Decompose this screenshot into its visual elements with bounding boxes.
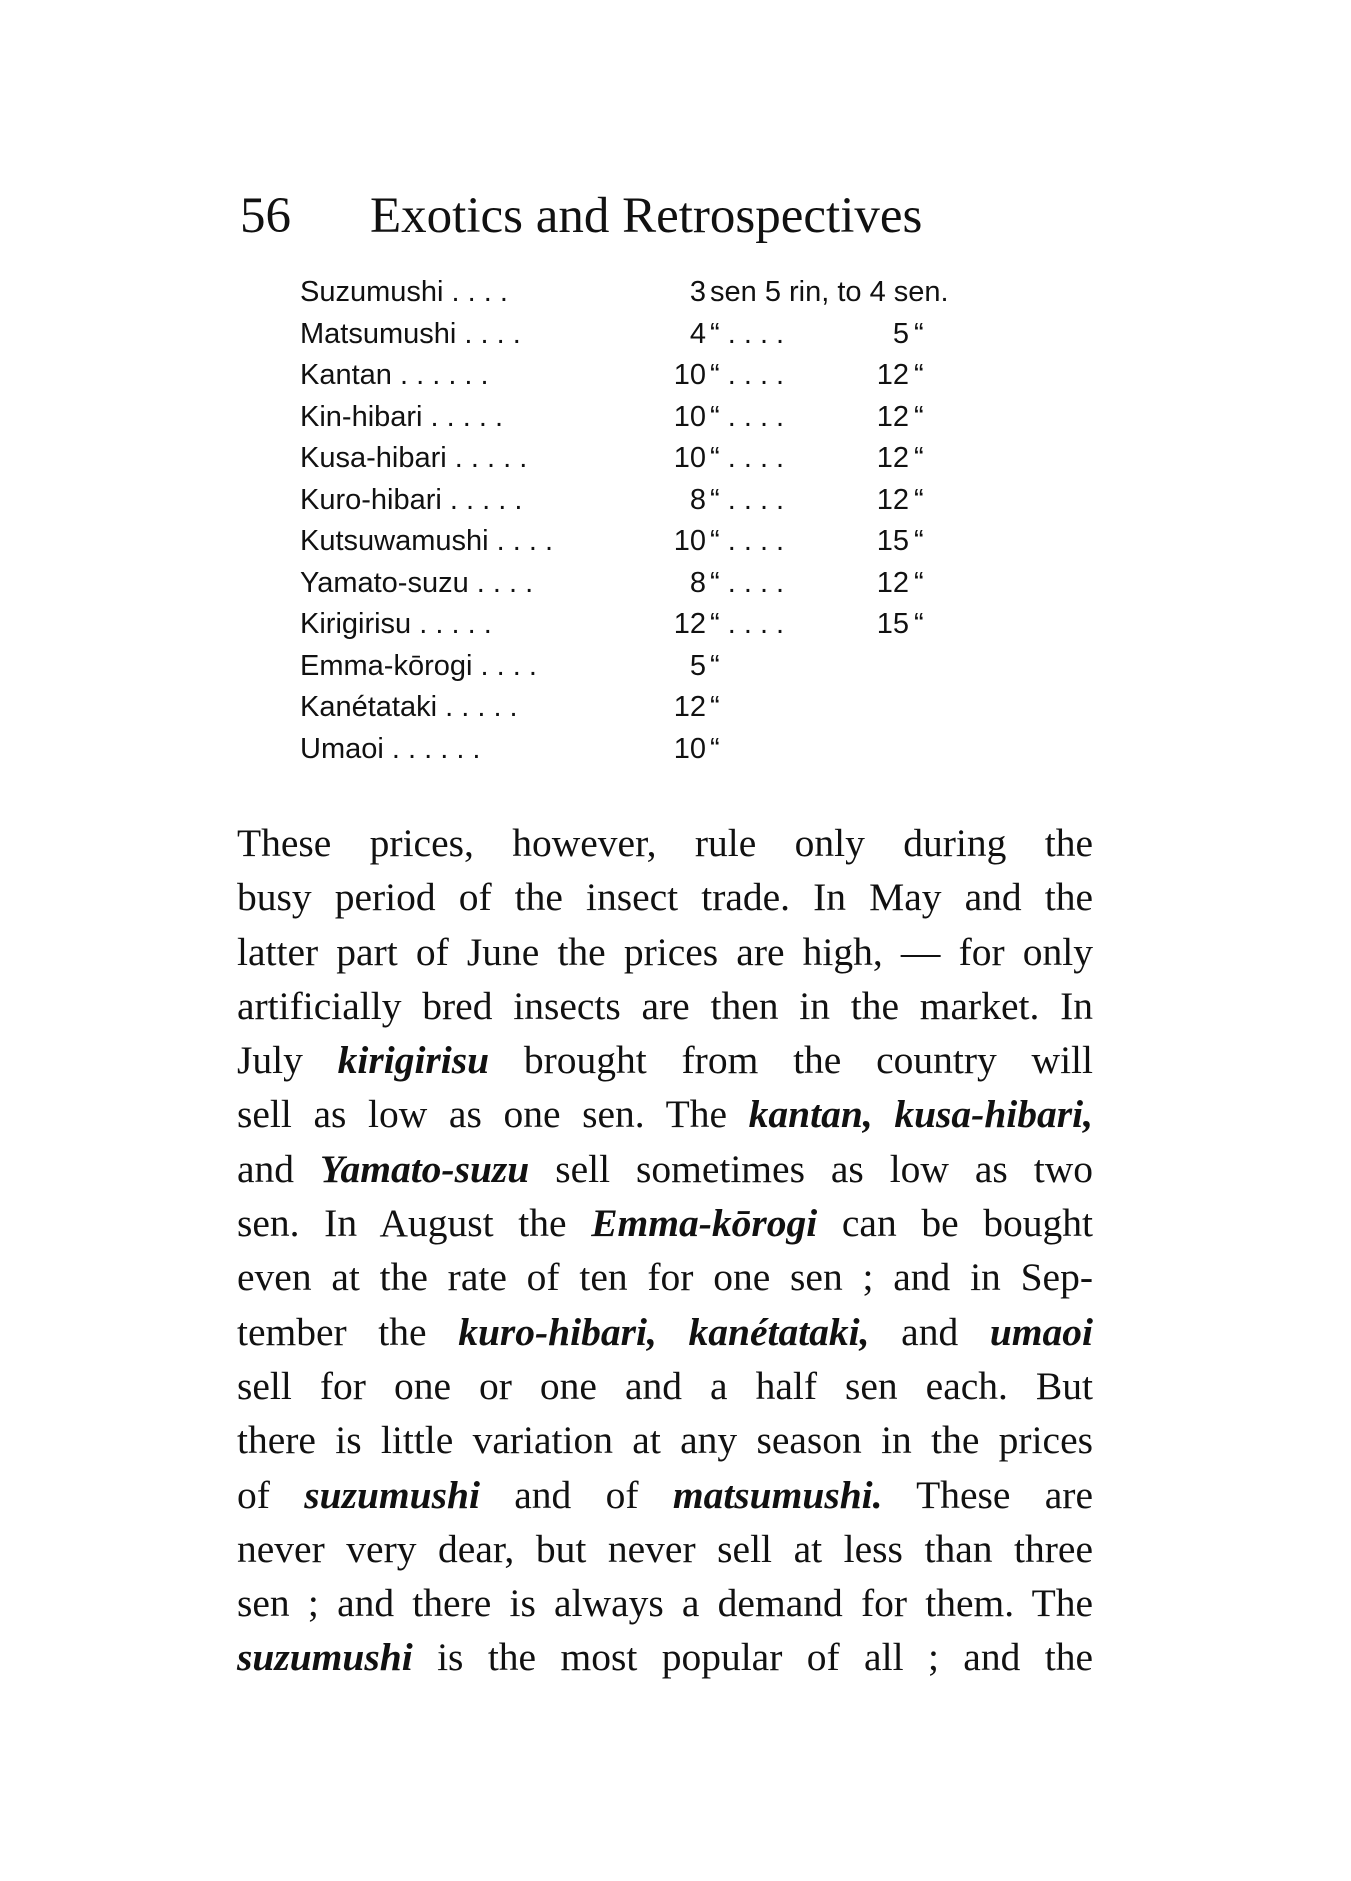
text-line: [237, 816, 1093, 870]
price-unit-high: “: [914, 483, 924, 516]
price-unit: “: [710, 691, 720, 723]
text-line: [237, 1033, 1093, 1087]
price-unit-high: “: [914, 608, 924, 640]
price-low: 3: [689, 276, 706, 308]
italic-term: Emma-kōrogi: [591, 1201, 818, 1246]
text-run: July: [237, 1038, 338, 1083]
price-low: 12: [673, 691, 706, 723]
text-run: never very dear, but never sell at less than three: [237, 1526, 1093, 1571]
insect-name: Kutsuwamushi . . . .: [300, 525, 554, 557]
price-unit: “ . . . .: [710, 317, 785, 350]
text-run: sell as low as one sen. The: [237, 1092, 749, 1137]
price-unit-high: “: [914, 359, 924, 391]
text-run: artificially bred insects are then in the market. In: [237, 983, 1093, 1028]
price-unit-high: “: [914, 525, 924, 557]
text-line: [237, 925, 1093, 979]
text-line: [237, 1413, 1093, 1467]
text-line: [237, 1522, 1093, 1576]
text-line: [237, 979, 1093, 1033]
italic-term: kirigirisu: [337, 1038, 490, 1083]
price-low: 10: [673, 732, 706, 765]
italic-term: suzumushi: [304, 1472, 480, 1517]
text-run: of: [237, 1472, 305, 1517]
price-low: 10: [673, 359, 706, 391]
italic-term: suzumushi: [237, 1635, 413, 1680]
text-run: busy period of the insect trade. In May and the: [237, 875, 1093, 920]
text-run: can be bought: [817, 1201, 1093, 1246]
text-line: [237, 1359, 1093, 1413]
italic-term: matsumushi.: [672, 1472, 883, 1517]
price-unit: “ . . . .: [710, 483, 785, 516]
price-unit: “: [710, 649, 720, 682]
insect-name: Kin-hibari . . . . .: [300, 400, 504, 433]
price-unit-high: “: [914, 400, 924, 433]
italic-term: umaoi: [989, 1309, 1093, 1354]
price-high: 5: [892, 317, 909, 350]
price-low: 8: [689, 566, 706, 599]
insect-name: Kantan . . . . . .: [300, 359, 489, 391]
insect-name: Kirigirisu . . . . .: [300, 608, 492, 640]
price-low: 12: [673, 608, 706, 640]
text-line: [237, 1305, 1093, 1359]
price-unit: sen 5 rin, to 4 sen.: [710, 276, 949, 308]
text-run: tember the: [237, 1309, 459, 1354]
text-run: sell sometimes as low as two: [529, 1146, 1093, 1191]
price-unit: “ . . . .: [710, 525, 785, 557]
insect-name: Kuro-hibari . . . . .: [300, 483, 523, 516]
italic-term: kuro-hibari, kanétataki,: [458, 1309, 870, 1354]
price-unit-high: “: [914, 317, 924, 350]
text-line: [237, 870, 1093, 924]
price-low: 4: [689, 317, 706, 350]
text-run: and of: [479, 1472, 673, 1517]
price-low: 10: [673, 442, 706, 474]
text-run: latter part of June the prices are high, — for only: [237, 929, 1093, 974]
price-unit-high: “: [914, 442, 924, 474]
price-high: 15: [876, 608, 909, 640]
price-unit: “ . . . .: [710, 608, 785, 640]
running-title: Exotics and Retrospectives: [370, 188, 923, 244]
price-unit: “ . . . .: [710, 566, 785, 599]
text-run: sell for one or one and a half sen each. But: [237, 1363, 1093, 1408]
text-run: sen. In August the: [237, 1201, 592, 1246]
insect-name: Matsumushi . . . .: [300, 317, 521, 350]
price-high: 12: [876, 442, 909, 474]
running-header: [240, 186, 922, 246]
italic-term: Yamato-suzu: [319, 1146, 530, 1191]
price-unit: “: [710, 732, 720, 765]
price-unit: “ . . . .: [710, 359, 785, 391]
body-paragraph: [237, 816, 1093, 1685]
price-high: 15: [876, 525, 909, 557]
text-line: [237, 1250, 1093, 1304]
insect-name: Kusa-hibari . . . . .: [300, 442, 528, 474]
price-high: 12: [876, 483, 909, 516]
insect-name: Umaoi . . . . . .: [300, 732, 481, 765]
text-run: These prices, however, rule only during the: [237, 821, 1093, 865]
text-run: even at the rate of ten for one sen ; and in Sep-: [237, 1255, 1093, 1300]
insect-name: Kanétataki . . . . .: [300, 691, 518, 723]
text-run: sen ; and there is always a demand for them. The: [237, 1581, 1093, 1626]
text-line: [237, 1468, 1093, 1522]
text-line: [237, 1630, 1093, 1684]
price-unit: “ . . . .: [710, 400, 785, 433]
text-line: [237, 1576, 1093, 1630]
price-unit-high: “: [914, 566, 924, 599]
price-low: 8: [689, 483, 706, 516]
price-high: 12: [876, 359, 909, 391]
italic-term: kantan, kusa-hibari,: [748, 1092, 1093, 1137]
price-low: 10: [673, 525, 706, 557]
text-line: [237, 1087, 1093, 1141]
text-line: [237, 1142, 1093, 1196]
text-run: and: [869, 1309, 990, 1354]
price-high: 12: [876, 566, 909, 599]
text-run: and: [237, 1146, 320, 1191]
text-run: brought from the country will: [489, 1038, 1093, 1083]
text-run: These are: [882, 1472, 1093, 1517]
price-low: 5: [689, 649, 706, 682]
text-run: there is little variation at any season in the prices: [237, 1418, 1093, 1463]
page-number: 56: [240, 188, 291, 244]
insect-name: Yamato-suzu . . . .: [300, 566, 534, 599]
price-low: 10: [673, 400, 706, 433]
text-line: [237, 1196, 1093, 1250]
price-unit: “ . . . .: [710, 442, 785, 474]
insect-name: Emma-kōrogi . . . .: [300, 649, 537, 682]
insect-name: Suzumushi . . . .: [300, 276, 508, 308]
price-high: 12: [876, 400, 909, 433]
text-run: is the most popular of all ; and the: [412, 1635, 1093, 1680]
